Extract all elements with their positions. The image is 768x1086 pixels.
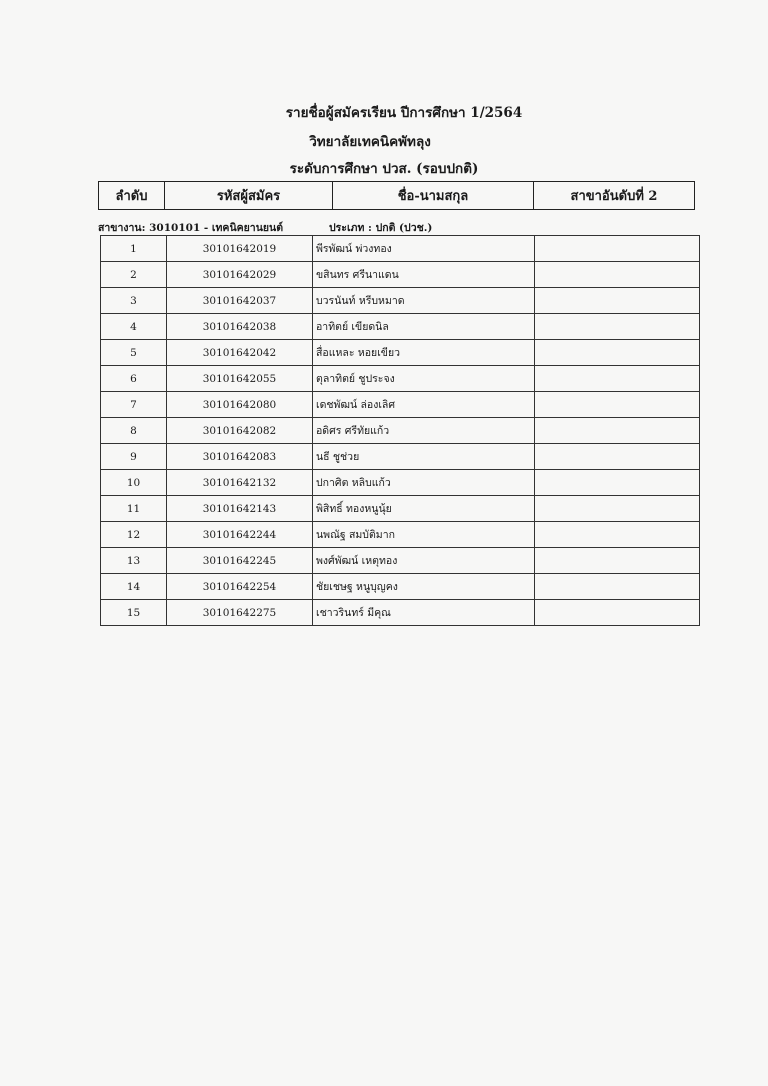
second-choice: [535, 522, 700, 548]
row-number: 9: [101, 444, 167, 470]
row-number: 4: [101, 314, 167, 340]
second-choice: [535, 496, 700, 522]
second-choice: [535, 600, 700, 626]
applicant-id: 30101642245: [167, 548, 313, 574]
header-applicant-id: รหัสผู้สมัคร: [165, 182, 333, 210]
table-row: [101, 236, 700, 262]
table-row: [101, 574, 700, 600]
applicant-id: 30101642042: [167, 340, 313, 366]
applicant-id: 30101642132: [167, 470, 313, 496]
table-row: [101, 548, 700, 574]
second-choice: [535, 418, 700, 444]
applicant-name: ขสินทร ศรีนาแดน: [313, 262, 535, 288]
table-row: [101, 600, 700, 626]
applicant-id: 30101642244: [167, 522, 313, 548]
second-choice: [535, 548, 700, 574]
row-number: 1: [101, 236, 167, 262]
applicant-id: 30101642029: [167, 262, 313, 288]
applicant-id: 30101642055: [167, 366, 313, 392]
applicant-name: เดชพัฒน์ ล่องเลิศ: [313, 392, 535, 418]
row-number: 10: [101, 470, 167, 496]
applicant-name: ชัยเชษฐ หนูบุญคง: [313, 574, 535, 600]
applicant-id: 30101642037: [167, 288, 313, 314]
applicant-name: พิสิทธิ์ ทองหนูนุ้ย: [313, 496, 535, 522]
applicant-name: พงศ์พัฒน์ เหตุทอง: [313, 548, 535, 574]
table-header: [98, 181, 695, 210]
second-choice: [535, 392, 700, 418]
row-number: 3: [101, 288, 167, 314]
applicant-name: เชาวรินทร์ มีคุณ: [313, 600, 535, 626]
applicant-id: 30101642080: [167, 392, 313, 418]
applicant-id: 30101642082: [167, 418, 313, 444]
row-number: 5: [101, 340, 167, 366]
applicant-id: 30101642254: [167, 574, 313, 600]
row-number: 15: [101, 600, 167, 626]
second-choice: [535, 314, 700, 340]
table-row: [101, 366, 700, 392]
row-number: 2: [101, 262, 167, 288]
second-choice: [535, 288, 700, 314]
applicant-id: 30101642275: [167, 600, 313, 626]
second-choice: [535, 340, 700, 366]
applicant-id: 30101642083: [167, 444, 313, 470]
header-full-name: ชื่อ-นามสกุล: [333, 182, 534, 210]
table-row: [101, 444, 700, 470]
second-choice: [535, 444, 700, 470]
applicant-name: สื่อแหละ หอยเขียว: [313, 340, 535, 366]
table-row: [101, 522, 700, 548]
table-row: [101, 340, 700, 366]
applicant-name: ตุลาทิตย์ ชูประจง: [313, 366, 535, 392]
second-choice: [535, 236, 700, 262]
applicant-id: 30101642038: [167, 314, 313, 340]
applicant-name: อดิศร ศรีทัยแก้ว: [313, 418, 535, 444]
applicant-name: บวรนันท์ หรีบหมาด: [313, 288, 535, 314]
header-second-choice: สาขาอันดับที่ 2: [534, 182, 695, 210]
table-row: [101, 496, 700, 522]
table-row: [101, 288, 700, 314]
type-label: ประเภท : ปกติ (ปวช.): [329, 222, 433, 234]
second-choice: [535, 262, 700, 288]
applicant-name: นพณัฐ สมบัติมาก: [313, 522, 535, 548]
table-row: [101, 262, 700, 288]
table-row: [101, 392, 700, 418]
applicant-name: นธี ชูช่วย: [313, 444, 535, 470]
row-number: 12: [101, 522, 167, 548]
row-number: 11: [101, 496, 167, 522]
applicant-name: อาทิตย์ เขียดนิล: [313, 314, 535, 340]
second-choice: [535, 574, 700, 600]
applicant-name: พีรพัฒน์ พ่วงทอง: [313, 236, 535, 262]
table-row: [101, 314, 700, 340]
row-number: 14: [101, 574, 167, 600]
table-row: [101, 470, 700, 496]
applicant-name: ปกาศิต หลิบแก้ว: [313, 470, 535, 496]
second-choice: [535, 366, 700, 392]
college-name: วิทยาลัยเทคนิคพัทลุง: [309, 134, 431, 150]
row-number: 13: [101, 548, 167, 574]
table-row: [101, 418, 700, 444]
applicant-table: [100, 235, 700, 626]
document-title: รายชื่อผู้สมัครเรียน ปีการศึกษา 1/2564: [285, 105, 523, 121]
row-number: 8: [101, 418, 167, 444]
row-number: 6: [101, 366, 167, 392]
applicant-id: 30101642143: [167, 496, 313, 522]
education-level: ระดับการศึกษา ปวส. (รอบปกติ): [289, 161, 479, 177]
major-label: สาขางาน: 3010101 - เทคนิคยานยนต์: [98, 222, 284, 234]
second-choice: [535, 470, 700, 496]
row-number: 7: [101, 392, 167, 418]
applicant-id: 30101642019: [167, 236, 313, 262]
header-no: ลำดับ: [99, 182, 165, 210]
